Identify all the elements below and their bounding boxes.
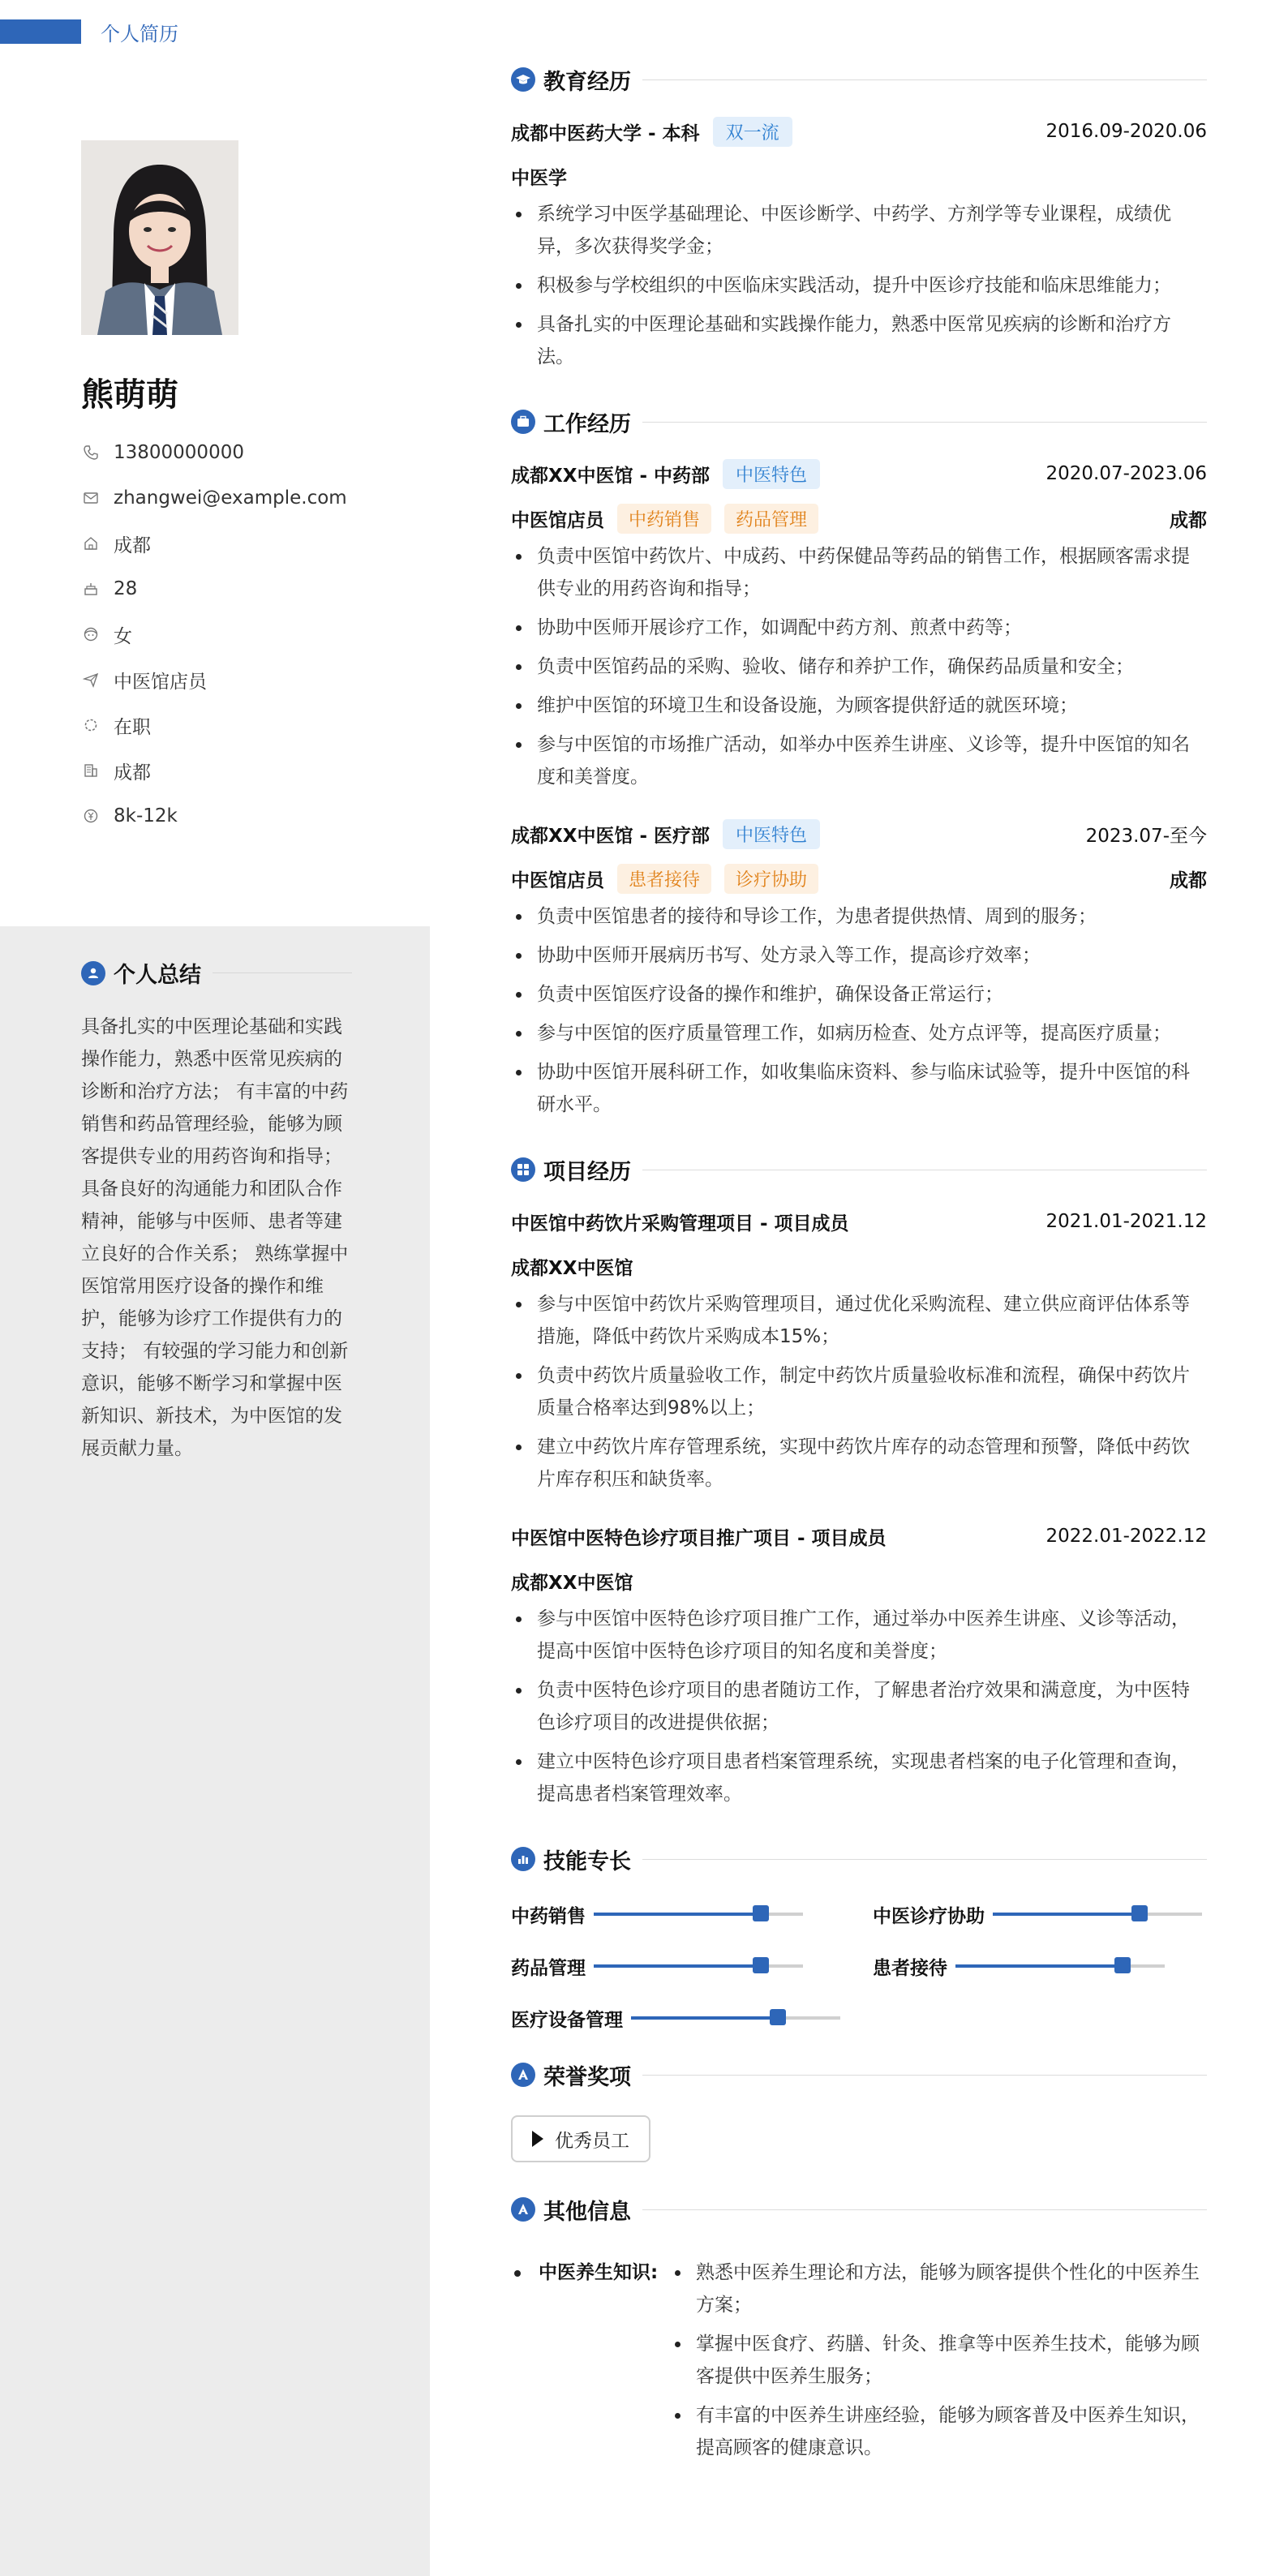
skill-knob <box>1131 1905 1148 1921</box>
education-heading <box>511 62 1207 97</box>
candidate-name: 熊萌萌 <box>81 376 178 414</box>
home-icon <box>81 534 101 553</box>
company-name: 成都XX中医馆 - 中药部 <box>511 465 711 487</box>
info-age <box>81 566 406 612</box>
role-title: 中医馆店员 <box>511 509 604 531</box>
info-value: 13800000000 <box>114 442 244 463</box>
skill-track <box>594 1964 803 1968</box>
skill-knob <box>753 1905 769 1921</box>
skill-name: 药品管理 <box>511 1957 586 1979</box>
skills-heading <box>511 1841 1207 1877</box>
briefcase-icon <box>511 410 535 434</box>
cake-icon <box>81 579 101 599</box>
info-value: 成都 <box>114 762 151 784</box>
list-item: 建立中药饮片库存管理系统，实现中药饮片库存的动态管理和预警，降低中药饮片库存积压和缺货率。 <box>511 1431 1207 1496</box>
bar-chart-icon <box>511 1847 535 1871</box>
award-icon <box>511 2063 535 2087</box>
info-value: 中医馆店员 <box>114 671 207 693</box>
skill-item <box>511 1948 873 1984</box>
gender-icon <box>81 625 101 644</box>
info-city <box>81 521 406 566</box>
projects-title: 项目经历 <box>543 1159 631 1185</box>
entry-header <box>511 811 1207 857</box>
grid-icon <box>511 1157 535 1182</box>
mail-icon <box>81 488 101 508</box>
list-item: 系统学习中医学基础理论、中医诊断学、中药学、方剂学等专业课程，成绩优异，多次获得奖学金； <box>511 198 1207 263</box>
project-entry <box>511 1513 1207 1810</box>
list-item: 参与中医馆的市场推广活动，如举办中医养生讲座、义诊等，提升中医馆的知名度和美誉度。 <box>511 728 1207 793</box>
education-title: 教育经历 <box>543 69 631 95</box>
skill-item <box>511 1896 873 1932</box>
info-value: zhangwei@example.com <box>114 487 347 509</box>
send-icon <box>81 670 101 689</box>
company-name: 成都XX中医馆 - 医疗部 <box>511 825 711 847</box>
divider <box>642 2075 1207 2076</box>
info-gender <box>81 612 406 657</box>
skill-knob <box>753 1957 769 1973</box>
project-date: 2022.01-2022.12 <box>1045 1526 1207 1547</box>
projects-heading <box>511 1152 1207 1187</box>
work-city: 成都 <box>1170 869 1207 891</box>
work-entry <box>511 811 1207 1121</box>
play-icon <box>532 2131 543 2147</box>
list-item: 有丰富的中医养生讲座经验，能够为顾客普及中医养生知识，提高顾客的健康意识。 <box>670 2399 1207 2464</box>
skills-title: 技能专长 <box>543 1848 631 1874</box>
resume-header-tag <box>0 19 178 44</box>
list-item: 维护中医馆的环境卫生和设备设施，为顾客提供舒适的就医环境； <box>511 689 1207 722</box>
honors-title: 荣誉奖项 <box>543 2064 631 2090</box>
list-item: 参与中医馆中药饮片采购管理项目，通过优化采购流程、建立供应商评估体系等措施，降低中药饮片采购成本15%； <box>511 1288 1207 1353</box>
project-entry <box>511 1199 1207 1496</box>
list-item: 协助中医馆开展科研工作，如收集临床资料、参与临床试验等，提升中医馆的科研水平。 <box>511 1056 1207 1121</box>
skill-fill <box>594 1913 761 1916</box>
phone-icon <box>81 443 101 462</box>
accent-bar <box>0 19 81 44</box>
list-item: 负责中药饮片质量验收工作，制定中药饮片质量验收标准和流程，确保中药饮片质量合格率达到98%以上； <box>511 1359 1207 1424</box>
divider <box>642 2209 1207 2210</box>
skill-tag: 药品管理 <box>724 504 818 534</box>
list-item: 建立中医特色诊疗项目患者档案管理系统，实现患者档案的电子化管理和查询，提高患者档案管理效率。 <box>511 1745 1207 1810</box>
work-duties-list <box>511 540 1207 793</box>
entry-header <box>511 1513 1207 1559</box>
org-row <box>511 1559 1207 1603</box>
role-row <box>511 496 1207 540</box>
other-title: 其他信息 <box>543 2199 631 2225</box>
skill-tag: 中药销售 <box>617 504 711 534</box>
skill-tag: 患者接待 <box>617 864 711 894</box>
list-item: 掌握中医食疗、药膳、针灸、推拿等中医养生技术，能够为顾客提供中医养生服务； <box>670 2328 1207 2393</box>
info-value: 在职 <box>114 716 151 738</box>
info-position <box>81 657 406 702</box>
main-column <box>511 62 1207 2471</box>
school-name: 成都中医药大学 - 本科 <box>511 122 700 144</box>
work-date: 2023.07-至今 <box>1085 825 1207 847</box>
info-work-city <box>81 748 406 793</box>
other-heading <box>511 2192 1207 2227</box>
honors-heading <box>511 2057 1207 2093</box>
list-item: 参与中医馆的医疗质量管理工作，如病历检查、处方点评等，提高医疗质量； <box>511 1017 1207 1050</box>
other-info <box>511 2256 1207 2471</box>
salary-icon <box>81 806 101 826</box>
summary-text: 具备扎实的中医理论基础和实践操作能力，熟悉中医常见疾病的诊断和治疗方法； 有丰富的中药销售和药品管理经验，能够为顾客提供专业的用药咨询和指导； 具备良好的沟通能力和团队合作精神，能够与中医师、患者等建立良好的合作关系； 熟练掌握中医馆常用医疗设备的操作和维护，能够为诊疗工作提供有力的支持； 有较强的学习能力和创新意识，能够不断学习和掌握中医新知识、新技术，为中医馆的发展贡献力量。 <box>81 1016 349 1459</box>
skill-item <box>511 2000 873 2036</box>
divider <box>213 972 352 973</box>
work-entry <box>511 451 1207 793</box>
education-entry <box>511 109 1207 373</box>
skill-knob <box>1114 1957 1131 1973</box>
list-item: 积极参与学校组织的中医临床实践活动，提升中医诊疗技能和临床思维能力； <box>511 269 1207 302</box>
resume-header-label: 个人简历 <box>101 22 178 45</box>
major: 中医学 <box>511 167 567 189</box>
company-tag: 中医特色 <box>723 459 820 489</box>
org-row <box>511 1244 1207 1288</box>
contact-info-list <box>81 430 406 839</box>
role-title: 中医馆店员 <box>511 869 604 891</box>
other-label: 中医养生知识: <box>511 2256 670 2471</box>
skill-item <box>873 1896 1207 1932</box>
list-item: 负责中医馆患者的接待和导诊工作，为患者提供热情、周到的服务； <box>511 900 1207 933</box>
skill-track <box>594 1913 803 1916</box>
skill-item <box>873 1948 1207 1984</box>
award-badge <box>511 2115 650 2162</box>
skill-fill <box>631 2016 778 2020</box>
list-item: 协助中医师开展诊疗工作，如调配中药方剂、煎煮中药等； <box>511 612 1207 644</box>
building-icon <box>81 761 101 780</box>
work-duties-list <box>511 900 1207 1121</box>
list-item: 协助中医师开展病历书写、处方录入等工作，提高诊疗效率； <box>511 939 1207 972</box>
skill-name: 中药销售 <box>511 1905 586 1927</box>
info-value: 8k-12k <box>114 805 178 826</box>
list-item: 具备扎实的中医理论基础和实践操作能力，熟悉中医常见疾病的诊断和治疗方法。 <box>511 308 1207 373</box>
entry-header <box>511 1199 1207 1244</box>
info-value: 成都 <box>114 535 151 556</box>
project-org: 成都XX中医馆 <box>511 1257 633 1279</box>
skill-track <box>631 2016 840 2020</box>
list-item: 负责中医馆药品的采购、验收、储存和养护工作，确保药品质量和安全； <box>511 650 1207 683</box>
skill-track <box>993 1913 1202 1916</box>
skill-name: 患者接待 <box>873 1957 947 1979</box>
project-org: 成都XX中医馆 <box>511 1572 633 1594</box>
list-item: 参与中医馆中医特色诊疗项目推广工作，通过举办中医养生讲座、义诊等活动，提高中医馆中医特色诊疗项目的知名度和美誉度； <box>511 1603 1207 1668</box>
company-tag: 中医特色 <box>723 819 820 849</box>
work-date: 2020.07-2023.06 <box>1045 463 1207 484</box>
info-status <box>81 702 406 748</box>
status-icon <box>81 715 101 735</box>
education-date: 2016.09-2020.06 <box>1045 121 1207 142</box>
summary-title: 个人总结 <box>114 963 201 988</box>
divider <box>642 422 1207 423</box>
summary-heading <box>81 957 352 989</box>
list-item: 熟悉中医养生理论和方法，能够为顾客提供个性化的中医养生方案； <box>670 2256 1207 2321</box>
work-city: 成都 <box>1170 509 1207 531</box>
project-date: 2021.01-2021.12 <box>1045 1211 1207 1232</box>
project-name: 中医馆中医特色诊疗项目推广项目 - 项目成员 <box>511 1527 887 1549</box>
graduation-cap-icon <box>511 67 535 92</box>
skill-tag: 诊疗协助 <box>724 864 818 894</box>
skills-grid <box>511 1896 1207 2036</box>
avatar <box>81 140 238 335</box>
other-list <box>670 2256 1207 2471</box>
work-heading <box>511 404 1207 440</box>
project-name: 中医馆中药饮片采购管理项目 - 项目成员 <box>511 1213 849 1234</box>
education-list <box>511 198 1207 373</box>
info-phone <box>81 430 406 475</box>
skill-fill <box>955 1964 1123 1968</box>
info-value: 女 <box>114 625 132 647</box>
list-item: 负责中医馆医疗设备的操作和维护，确保设备正常运行； <box>511 978 1207 1011</box>
skill-fill <box>993 1913 1140 1916</box>
project-list <box>511 1288 1207 1496</box>
skill-track <box>955 1964 1165 1968</box>
info-salary <box>81 793 406 839</box>
entry-header <box>511 451 1207 496</box>
award-icon <box>511 2197 535 2222</box>
school-tag: 双一流 <box>713 117 792 147</box>
divider <box>642 1859 1207 1860</box>
skill-name: 中医诊疗协助 <box>873 1905 985 1927</box>
list-item: 负责中医馆中药饮片、中成药、中药保健品等药品的销售工作，根据顾客需求提供专业的用药咨询和指导； <box>511 540 1207 605</box>
entry-header <box>511 109 1207 154</box>
major-row <box>511 154 1207 198</box>
skill-name: 医疗设备管理 <box>511 2009 623 2031</box>
info-email <box>81 475 406 521</box>
user-icon <box>81 961 105 985</box>
divider <box>642 79 1207 80</box>
skill-fill <box>594 1964 761 1968</box>
project-list <box>511 1603 1207 1810</box>
info-value: 28 <box>114 578 138 599</box>
award-name: 优秀员工 <box>555 2130 629 2152</box>
skill-knob <box>770 2009 786 2025</box>
list-item: 负责中医特色诊疗项目的患者随访工作，了解患者治疗效果和满意度，为中医特色诊疗项目的改进提供依据； <box>511 1674 1207 1739</box>
work-title: 工作经历 <box>543 411 631 437</box>
role-row <box>511 857 1207 900</box>
